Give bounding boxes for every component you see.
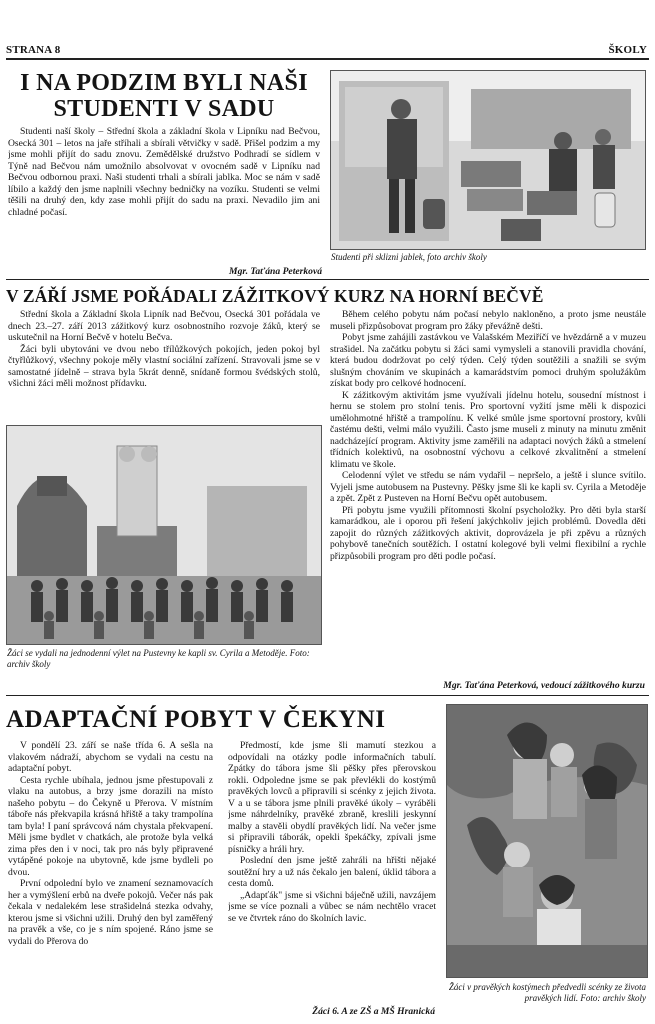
article2-paragraph: K zážitkovým aktivitám jsme využívali jídelnu hotelu, sousední místnost i hernu se stolem pro stolní tenis. Pro sportovní vyžití jsme měli k dispozici umělohmotné hřiště a trampolínu. K velké smůle jsme sportovní prostory, kvůli častému dešti, velmi málo využili. Často jsme museli z minuty na minutu změnit nadcházející program. Aktivity jsme zaměřili na adaptaci nových žáků a stmelení třídních kolektivů, na osobnostní výchovu a celkové zkvalitnění a stmelení klimatu ve škole. [330,389,646,470]
article2-signature: Mgr. Taťána Peterková, vedoucí zážitkového kurzu [443,680,645,691]
article3-column-1 [8,740,213,1016]
article2-paragraph: Během celého pobytu nám počasí nebylo nakloněno, a proto jsme neustále museli přizpůsobovat program pro žáky převážně dešti. [330,309,646,332]
apple-harvest-photo [330,70,646,250]
article2-photo-caption: Žáci se vydali na jednodenní výlet na Pustevny ke kapli sv. Cyrila a Metoděje. Foto: archiv školy [7,648,310,669]
page-number: STRANA 8 [6,44,61,56]
article2-paragraph: Střední škola a Základní škola Lipník nad Bečvou, Osecká 301 pořádala ve dnech 23.–27. září 2013 zážitkový kurz osobnostního rozvoje žáků, který se uskutečnil na Horní Bečvě v hotelu Bečva. [8,309,320,343]
article2-column-1 [8,309,320,421]
section-name: ŠKOLY [608,44,647,56]
section-rule-1 [6,279,649,280]
section-rule-2 [6,695,649,696]
article3-column-2 [228,740,436,1004]
article1-title: I NA PODZIM BYLI NAŠI STUDENTI V SADU [20,70,308,122]
article1-body [8,126,320,266]
article1-paragraph: Studenti naší školy – Střední škola a základní škola v Lipníku nad Bečvou, Osecká 301 – letos na jaře stříhali a sbírali větvičky v sadě. Přišel podzim a my jsme mohli přijít do sadu znovu. Zemědělské družstvo Podhradí se sídlem v Týně nad Bečvou nám umožnilo absolvovat v ovocném sadě v Lipníku nad Bečvou odbornou praxi. Naši studenti trhali a sbírali jablka. Moc se nám v sadě líbilo a každý den jsme naplnili všechny bedničky na vozíku. Studenti se velmi těšili na druhý den, kdy zase mohli přijít do sadu na praxi. Nevadilo jim ani chladné počasí. [8,126,320,218]
article3-paragraph: První odpolední bylo ve znamení seznamovacích her a vymýšlení erbů na dveře pokojů. Večer nás pak čekala v nedalekém lese strašidelná stezka odvahy, kterou jsme si všichni užili. Druhý den byl zaměřený na pravěk a vše, co je s ním spojené. Ráno jsme se vydali do Přerova do [8,878,213,947]
article3-paragraph: Poslední den jsme ještě zahráli na hřišti nějaké soutěžní hry a už nás čekalo jen balení, úklid tábora a cesta domů. [228,855,436,889]
article2-paragraph: Celodenní výlet ve středu se nám vydařil – nepršelo, a ještě i slunce svítilo. Vyjeli jsme autobusem na Pustevny. Pěšky jsme šli ke kapli sv. Cyrila a Metoděje a zpět. Zpět z Pusteven na Horní Bečvu opět autobusem. [330,470,646,504]
article3-paragraph: Předmostí, kde jsme šli mamutí stezkou a odpovídali na otázky podle informačních tabulí. Zpátky do tábora jsme šli pěšky přes přerovskou rokli. Odpoledne jsme se pak převlékli do kostýmů pravěkých lovců a připravili si scénky z jejich života. V a u se tábora jsme plnili pravěké úkoly – vyráběli jsme náhrdelníky, pravěké zbraně, kreslili jeskynní malby a stavěli obydlí pravěkých lidí. Na večer jsme si připravili táborák, opekli špekáčky, zpívali jsme písničky a hráli hry. [228,740,436,855]
article2-paragraph: Při pobytu jsme využili přítomnosti školní psycholožky. Pro děti byla starší kamarádkou, ale i oporou při řešení jakýchkoliv jejich problémů. Dovedla děti zapojit do různých zážitkových aktivit, doprovázela je při zpěvu a různých pohybově tanečních soutěžích. I ostatní kolegové byli velmi flexibilní a rychle přizpůsobili program pro děti podle počasí. [330,504,646,562]
article2-paragraph: Pobyt jsme zahájili zastávkou ve Valašském Meziříčí ve hvězdárně a v muzeu strašidel. Na začátku pobytu si žáci sami vymysleli a stanovili pravidla chování, která budou dodržovat po celý týden. Celý týden soutěžili a snažili se svým slušným chováním ve skupinách a kamarádstvím pomoci druhým spolužákům získat body pro celkové hodnocení. [330,332,646,389]
prehistoric-costumes-photo [446,704,648,978]
article3-photo-caption: Žáci v pravěkých kostýmech předvedli scénky ze života pravěkých lidí. Foto: archiv školy [448,982,646,1003]
article3-title: ADAPTAČNÍ POBYT V ČEKYNI [6,706,386,733]
article2-title: V ZÁŘÍ JSME POŘÁDALI ZÁŽITKOVÝ KURZ NA HORNÍ BEČVĚ [6,286,544,306]
article3-paragraph: V pondělí 23. září se naše třída 6. A sešla na vlakovém nádraží, abychom se vydali na cestu na adaptační pobyt. [8,740,213,774]
article3-signature: Žáci 6. A ze ZŠ a MŠ Hranická [312,1006,435,1017]
article2-column-2 [330,309,646,685]
article1-photo-caption: Studenti při sklizni jablek, foto archiv školy [331,252,487,262]
article3-paragraph: Cesta rychle ubíhala, jednou jsme přestupovali z vlaku na autobus, a brzy jsme dorazili na místo našeho pobytu – do Čekyně u Přerova. V místním táboře nás překvapila krásná hřiště a taky trampolína tam byla! I paní správcová nám chystala překvapení. Měli jsme bydlet v chatkách, ale protože byla velká zima přes den i v noci, tak pro nás byly připravené vytápěné pokoje na ubytovně, kde jsme bydleli po dvou. [8,774,213,878]
article2-paragraph: Žáci byli ubytováni ve dvou nebo třílůžkových pokojích, jeden pokoj byl čtyřlůžkový, všechny pokoje měly vlastní sociální zařízení. Stravovali jsme se v samostatné jídelně – strava byla 5krát denně, snídaně formou švédských stolů, všichni žáci měli možnost přídavku. [8,343,320,389]
article1-signature: Mgr. Taťána Peterková [229,266,322,277]
pustevny-trip-photo [6,425,322,645]
header-rule [6,58,649,60]
article3-paragraph: „Adapťák" jsme si všichni báječně užili, navzájem jsme se více poznali a vůbec se nám nechtělo vracet se ve čtvrtek ráno do školních lavic. [228,889,436,924]
